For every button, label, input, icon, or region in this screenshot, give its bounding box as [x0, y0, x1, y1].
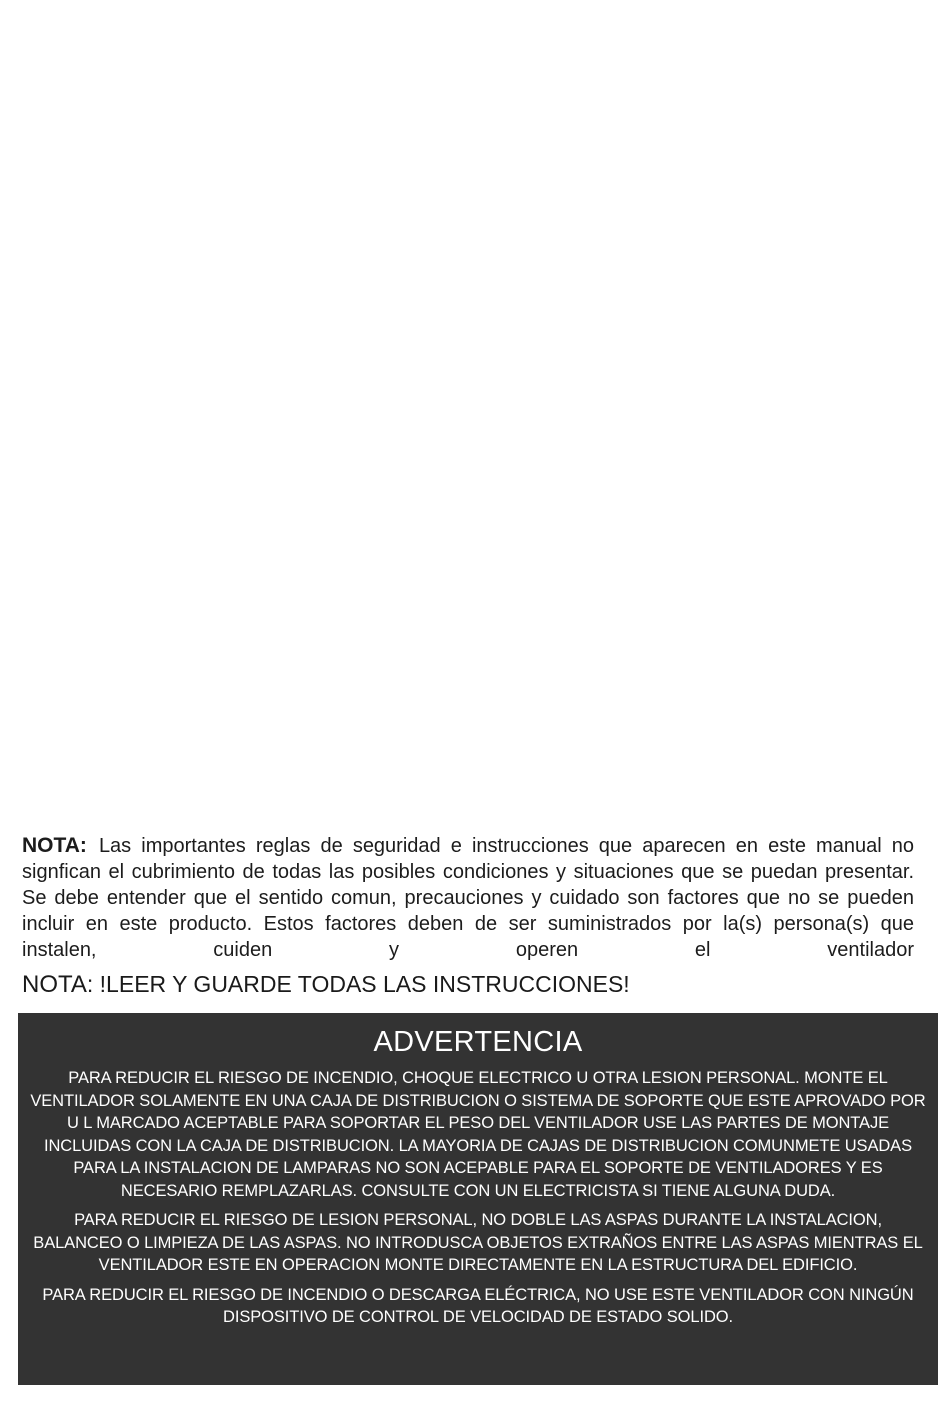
warning-title: ADVERTENCIA — [373, 1026, 583, 1058]
nota-label: NOTA: — [22, 834, 87, 857]
nota-save-text: : !LEER Y GUARDE TODAS LAS INSTRUCCIONES! — [86, 971, 630, 997]
nota-save-instructions — [22, 969, 922, 1000]
nota-label-2: NOTA — [22, 971, 87, 998]
nota-paragraph — [22, 833, 914, 963]
warning-paragraph-speed-control: PARA REDUCIR EL RIESGO DE INCENDIO O DESCARGA ELÉCTRICA, NO USE ESTE VENTILADOR CON NINGÚN DISPOSITIVO DE CONTROL DE VELOCIDAD DE ESTADO SOLIDO. — [42, 1285, 914, 1326]
warning-paragraph-blades: PARA REDUCIR EL RIESGO DE LESION PERSONAL, NO DOBLE LAS ASPAS DURANTE LA INSTALACION, BALANCEO O LIMPIEZA DE LAS ASPAS. NO INTRODUSCA OBJETOS EXTRAÑOS ENTRE LAS ASPAS MIENTRAS EL VENTILADOR ESTE EN OPERACION MONTE DIRECTAMENTE EN LA ESTRUCTURA DEL EDIFICIO. — [33, 1211, 923, 1274]
nota-text: Las importantes reglas de seguridad e instrucciones que aparecen en este manual no signfican el cubrimiento de todas las posibles condiciones y situaciones que se puedan presentar. Se debe entender que el sentido comun, precauciones y cuidado son factores que no se pueden incluir en este producto. Estos factores deben de ser suministrados por la(s) persona(s) que instalen, cuiden y operen el ventilador — [22, 835, 914, 961]
warning-box — [18, 1013, 938, 1385]
warning-paragraph-mounting: PARA REDUCIR EL RIESGO DE INCENDIO, CHOQUE ELECTRICO U OTRA LESION PERSONAL. MONTE EL VENTILADOR SOLAMENTE EN UNA CAJA DE DISTRIBUCION O SISTEMA DE SOPORTE QUE ESTE APROVADO POR U L MARCADO ACEPTABLE PARA SOPORTAR EL PESO DEL VENTILADOR USE LAS PARTES DE MONTAJE INCLUIDAS CON LA CAJA DE DISTRIBUCION. LA MAYORIA DE CAJAS DE DISTRIBUCION COMUNMETE USADAS PARA LA INSTALACION DE LAMPARAS NO SON ACEPABLE PARA EL SOPORTE DE VENTILADORES Y ES NECESARIO REMPLAZARLAS. CONSULTE CON UN ELECTRICISTA SI TIENE ALGUNA DUDA. — [30, 1069, 926, 1200]
